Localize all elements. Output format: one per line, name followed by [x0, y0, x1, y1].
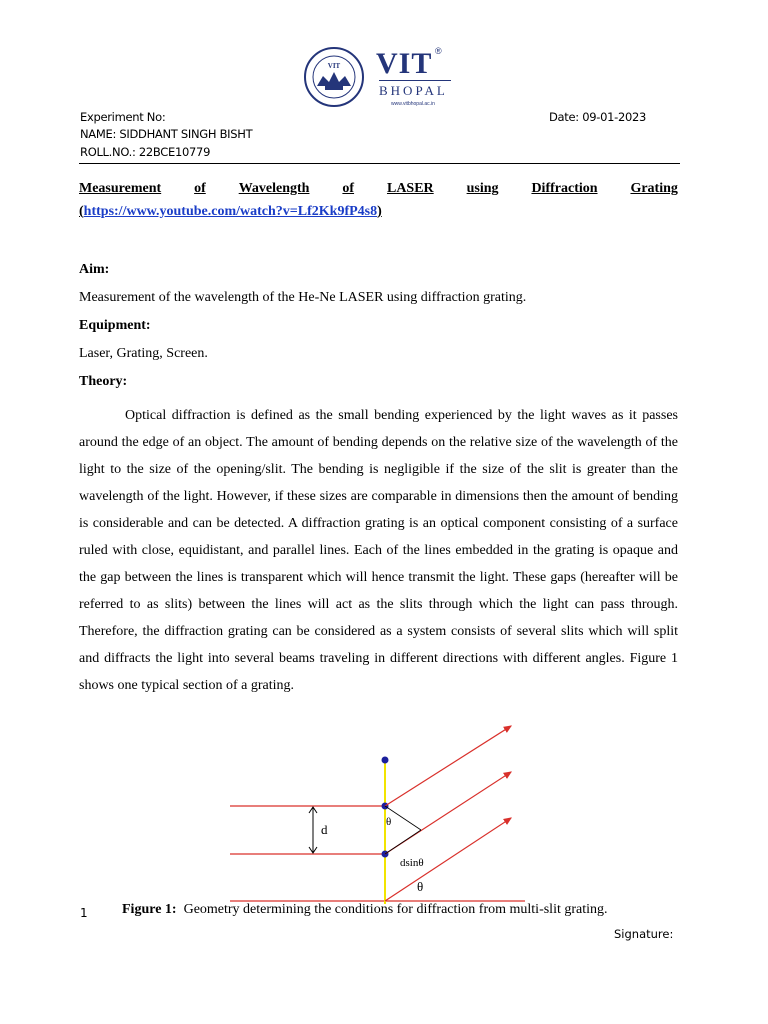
title-word: Diffraction	[531, 181, 598, 196]
diffracted-ray	[385, 726, 511, 806]
theory-paragraph: Optical diffraction is defined as the small bending experienced by the light waves as it passes around the edge of an object. The amount of bending depends on the relative size of the wavelength of the light to the size of the opening/slit. The bending is negligible if the size of the slit is greater than the wavelength of the light. However, if these sizes are comparable in dimensions then the amount of bending is considerable and can be detected. A diffraction grating is an optical component consisting of a surface ruled with close, equidistant, and parallel lines. Each of the lines embedded in the grating is opaque and the gap between the lines is transparent which will hence transmit the light. These gaps (hereafter will be referred to as slits) between the lines will act as the slits through which the light can pass through. Therefore, the diffraction grating can be considered as a system consists of several slits which will split and diffracts the light into several beams traveling in different directions with different angles. Figure 1 shows one typical section of a grating.	[79, 408, 678, 693]
theory-heading: Theory:	[79, 374, 128, 389]
aim-text: Measurement of the wavelength of the He-Ne LASER using diffraction grating.	[79, 290, 527, 305]
aim-heading: Aim:	[79, 262, 110, 277]
link-close-paren: )	[377, 204, 382, 219]
svg-text:VIT: VIT	[327, 62, 341, 70]
diffraction-grating-figure	[225, 718, 545, 908]
caption-label: Figure 1:	[122, 902, 177, 917]
label-dsin-theta: dsinθ	[400, 857, 424, 869]
registered-mark: ®	[435, 46, 442, 56]
title-word: LASER	[386, 181, 434, 196]
video-link[interactable]: https://www.youtube.com/watch?v=Lf2Kk9fP4s8	[83, 204, 378, 219]
logo-divider	[379, 80, 451, 81]
vit-bhopal-logo	[303, 46, 453, 110]
logo-url: www.vitbhopal.ac.in	[391, 101, 435, 107]
equipment-heading: Equipment:	[79, 318, 151, 333]
link-open-paren: (	[79, 204, 84, 219]
figure-caption	[122, 902, 608, 918]
title-word: Wavelength	[238, 181, 310, 196]
title-word: Measurement	[79, 181, 162, 196]
signature-label: Signature:	[614, 927, 674, 941]
student-name: NAME: SIDDHANT SINGH BISHT	[80, 127, 253, 141]
label-theta-bottom: θ	[417, 879, 424, 894]
experiment-no: Experiment No:	[80, 110, 166, 124]
perpendicular-line	[385, 830, 421, 854]
title-word: Grating	[630, 181, 678, 196]
title-word: using	[466, 181, 499, 196]
date: Date: 09-01-2023	[549, 110, 647, 124]
header-divider	[79, 163, 680, 164]
logo-campus: BHOPAL	[379, 83, 448, 98]
label-d: d	[321, 822, 328, 837]
caption-text: Geometry determining the conditions for diffraction from multi-slit grating.	[183, 902, 608, 917]
video-link-line	[79, 204, 382, 220]
logo-brand: VIT	[376, 47, 433, 80]
equipment-text: Laser, Grating, Screen.	[79, 346, 208, 361]
document-title	[79, 181, 678, 197]
slit-dot	[382, 757, 389, 764]
roll-number: ROLL.NO.: 22BCE10779	[80, 145, 211, 159]
university-seal-icon	[303, 46, 365, 108]
page-number: 1	[80, 906, 88, 920]
label-theta-top: θ	[386, 816, 392, 828]
title-word: of	[194, 181, 206, 196]
title-word: of	[342, 181, 355, 196]
